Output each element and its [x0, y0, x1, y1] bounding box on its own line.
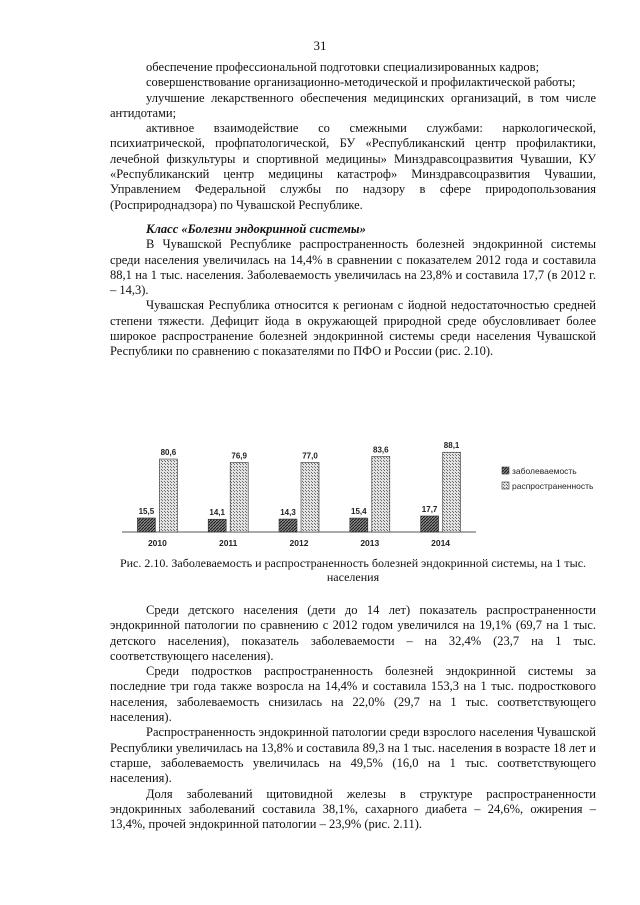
bar-prevalence — [159, 459, 177, 532]
text-block-bottom — [110, 603, 596, 832]
bar-incidence — [137, 518, 155, 532]
data-label: 14,1 — [209, 508, 225, 518]
legend-swatch — [502, 482, 509, 489]
legend-swatch — [502, 467, 509, 474]
data-label: 17,7 — [421, 504, 438, 514]
list-item: обеспечение профессиональной подготовки специализированных кадров; — [146, 60, 540, 74]
paragraph: В Чувашской Республике распространенность болезней эндокринной системы среди населения увеличилась на 14,4% в сравнении с показателем 2012 года и составила 88,1 на 1 тыс. населения. Заболеваемость увеличилась на 23,8% и составила 17,7 (в 2012 г. – 14,3). — [110, 237, 596, 298]
data-label: 80,6 — [160, 448, 177, 458]
legend-label: распространенность — [512, 481, 594, 491]
x-tick-label: 2011 — [218, 538, 238, 548]
bar-prevalence — [230, 462, 248, 532]
x-tick-label: 2012 — [289, 538, 309, 548]
bar-chart — [108, 428, 600, 554]
data-label: 76,9 — [231, 451, 247, 461]
page-number: 31 — [313, 38, 327, 53]
figure-caption: Рис. 2.10. Заболеваемость и распространенность болезней эндокринной системы, на 1 тыс. населения — [119, 556, 587, 584]
data-label: 15,4 — [351, 507, 367, 517]
x-tick-label: 2013 — [360, 538, 380, 548]
data-label: 14,3 — [280, 508, 296, 518]
bar-prevalence — [301, 462, 319, 532]
paragraph: Чувашская Республика относится к регионам с йодной недостаточностью средней степени тяжести. Дефицит йода в окружающей природной среде обусловливает более широкое распространение болезней эндокринной системы среди населения Чувашской Республики по сравнению с показателями по ПФО и России (рис. 2.10). — [110, 298, 596, 359]
bar-incidence — [421, 516, 439, 532]
x-tick-label: 2010 — [147, 538, 167, 548]
list-item: активное взаимодействие со смежными службами: наркологической, психиатрической, профпатологической, БУ «Республиканский центр профилактики, лечебной физкультуры и спортивной медицины» Минздравсоцразвития Чувашии, КУ «Республиканский центр медицины катастроф» Минздравсоцразвития Чувашии, Управлением Федеральной службы по надзору в сфере природопользования (Росприроднадзора) по Чувашской Республике. — [110, 121, 596, 212]
data-label: 15,5 — [138, 506, 155, 516]
x-tick-label: 2014 — [431, 538, 451, 548]
bar-incidence — [350, 518, 368, 532]
legend-label: заболеваемость — [512, 466, 577, 476]
bar-incidence — [279, 519, 297, 532]
bar-prevalence — [372, 456, 390, 532]
text-block-top — [110, 60, 596, 360]
data-label: 88,1 — [443, 441, 460, 451]
bar-prevalence — [443, 452, 461, 532]
list-item: улучшение лекарственного обеспечения медицинских организаций, в том числе антидотами; — [110, 90, 596, 120]
paragraph: Распространенность эндокринной патологии среди взрослого населения Чувашской Республики увеличилась на 13,8% и составила 89,3 на 1 тыс. населения в возрасте 18 лет и старше, заболеваемость увеличилась на 49,5% (16,0 на 1 тыс. соответствующего населения). — [110, 725, 596, 786]
data-label: 77,0 — [302, 451, 318, 461]
paragraph: Среди детского населения (дети до 14 лет) показатель распространенности эндокринной патологии по сравнению с 2012 годом увеличился на 19,1% (69,7 на 1 тыс. детского населения), показатель заболеваемости – на 32,4% (23,7 на 1 тыс. соответствующего населения). — [110, 603, 596, 663]
paragraph: Доля заболеваний щитовидной железы в структуре распространенности эндокринных заболеваний составила 38,1%, сахарного диабета – 24,6%, ожирения – 13,4%, прочей эндокринной патологии – 23,9% (рис. 2.11). — [110, 786, 596, 832]
bar-incidence — [208, 519, 226, 532]
paragraph: Среди подростков распространенность болезней эндокринной системы за последние три года также возросла на 14,4% и составила 153,3 на 1 тыс. подросткового населения, заболеваемость снизилась на 22,0% (29,7 на 1 тыс. соответствующего населения). — [110, 664, 596, 725]
data-label: 83,6 — [373, 445, 389, 455]
list-item: совершенствование организационно-методической и профилактической работы; — [146, 75, 576, 90]
section-heading: Класс «Болезни эндокринной системы» — [146, 221, 366, 236]
